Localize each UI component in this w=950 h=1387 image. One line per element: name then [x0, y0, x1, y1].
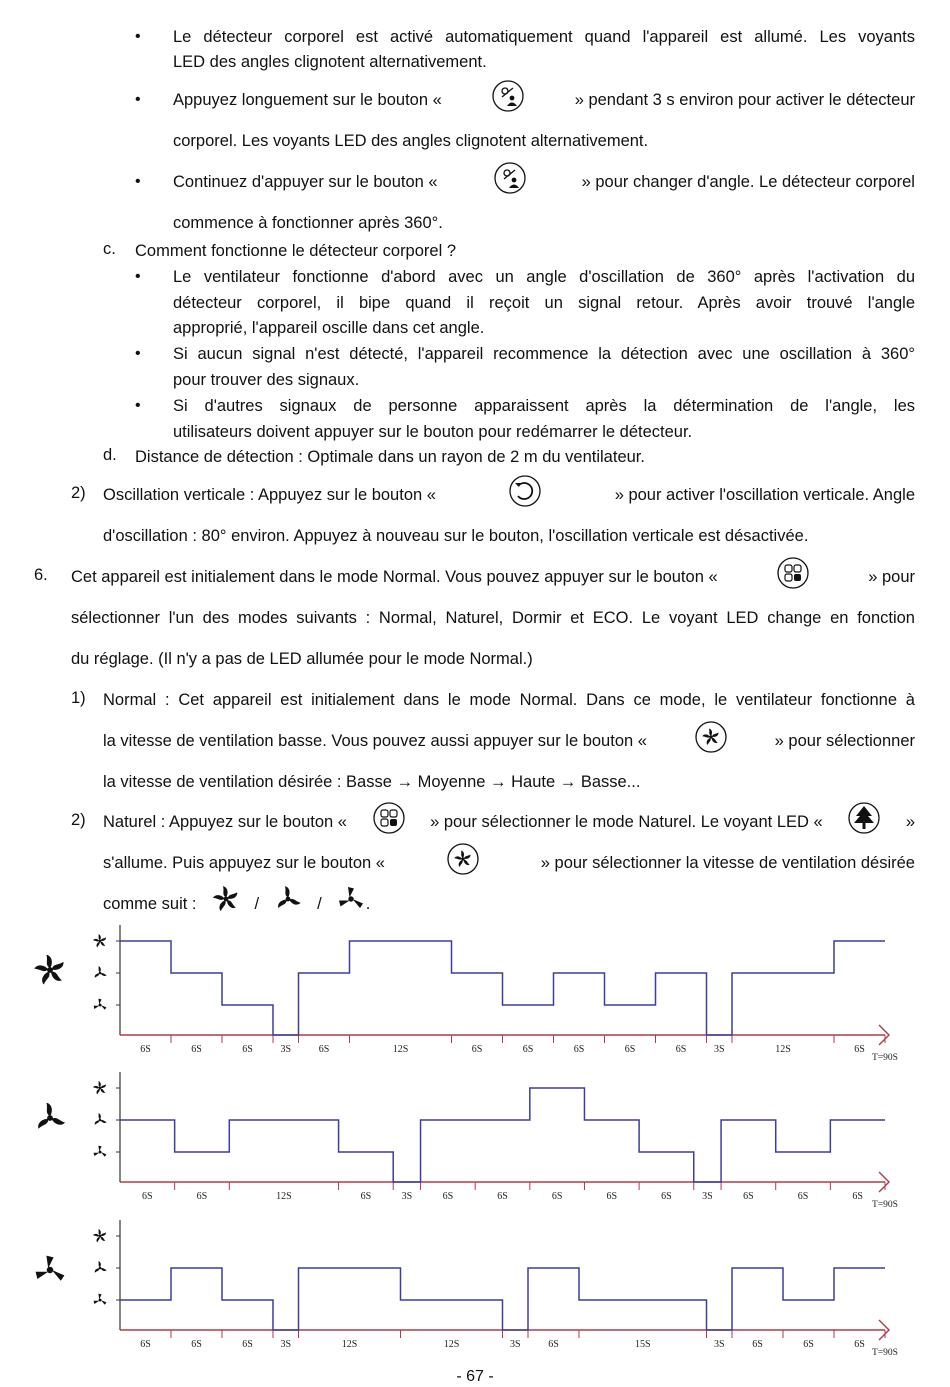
fan-high-icon — [93, 934, 107, 947]
tree-led-icon — [847, 801, 881, 835]
text-span: la vitesse de ventilation basse. Vous pouvez aussi appuyer sur le bouton « — [103, 732, 647, 750]
duration-label: 12S — [775, 1044, 791, 1055]
mode-icon — [372, 801, 406, 835]
section-heading: Comment fonctionne le détecteur corporel ? — [135, 242, 457, 260]
timing-chart-medium — [80, 1072, 920, 1212]
duration-label: 6S — [797, 1191, 809, 1202]
paragraph-line: Normal : Cet appareil est initialement dans le mode Normal. Dans ce mode, le ventilateur fonctionne à — [103, 691, 915, 709]
duration-label: 6S — [803, 1339, 814, 1350]
duration-label: 6S — [242, 1044, 253, 1055]
duration-label: 6S — [497, 1191, 508, 1202]
text-span: » pour sélectionner la vitesse de ventilation désirée — [540, 854, 915, 872]
duration-label: 3S — [509, 1339, 521, 1350]
duration-label: 6S — [318, 1044, 330, 1055]
chart-legend-low — [30, 1250, 70, 1290]
duration-label: 3S — [713, 1339, 725, 1350]
list-marker: c. — [103, 240, 116, 258]
paragraph-line — [71, 566, 915, 590]
duration-label: 3S — [702, 1191, 713, 1202]
duration-label: 3S — [713, 1044, 725, 1055]
paragraph-line — [103, 811, 915, 835]
paragraph-line — [103, 730, 915, 754]
duration-label: 6S — [573, 1044, 585, 1055]
timing-chart-high — [80, 925, 920, 1065]
paragraph-line: détecteur corporel, il bipe quand il reçoit un signal retour. Après avoir trouvé l'angle — [173, 294, 915, 312]
duration-label: 3S — [401, 1191, 413, 1202]
fan-high-icon — [211, 884, 241, 914]
speed-signal-line — [120, 941, 885, 1035]
text-span: Appuyez longuement sur le bouton « — [173, 91, 442, 109]
paragraph-line: Si aucun signal n'est détecté, l'appareil recommence la détection avec une oscillation à 360° — [173, 345, 915, 363]
list-marker: 2) — [71, 484, 86, 502]
bullet-dot: • — [135, 345, 141, 362]
duration-label: 6S — [854, 1044, 865, 1055]
paragraph-line: la vitesse de ventilation désirée : Basse → Moyenne → Haute → Basse... — [103, 773, 641, 791]
bullet-dot: • — [135, 268, 141, 285]
duration-label: 6S — [743, 1191, 754, 1202]
list-marker: 2) — [71, 811, 86, 829]
total-time-label: T=90S — [872, 1200, 898, 1210]
duration-label: 6S — [191, 1339, 202, 1350]
page-number: - 67 - — [456, 1368, 494, 1385]
bullet-dot: • — [135, 91, 141, 108]
chart-legend-medium — [30, 1098, 70, 1138]
paragraph-line: LED des angles clignotent alternativement. — [173, 53, 487, 71]
paragraph-line: d'oscillation : 80° environ. Appuyez à nouveau sur le bouton, l'oscillation verticale est désactivée. — [103, 527, 809, 545]
separator: / — [317, 895, 322, 913]
paragraph-line: approprié, l'appareil oscille dans cet angle. — [173, 319, 485, 337]
paragraph-line — [103, 893, 370, 915]
duration-label: 6S — [140, 1339, 151, 1350]
paragraph-line: pour trouver des signaux. — [173, 371, 360, 389]
person-sensor-icon — [491, 79, 525, 113]
text-span: » pendant 3 s environ pour activer le détecteur — [574, 91, 915, 109]
duration-label: 6S — [140, 1044, 151, 1055]
duration-label: 6S — [551, 1191, 563, 1202]
duration-label: 6S — [661, 1191, 672, 1202]
text-span: » pour — [868, 568, 915, 586]
duration-label: 6S — [548, 1339, 559, 1350]
fan-low-icon — [30, 1250, 70, 1290]
list-marker: 6. — [34, 566, 48, 584]
speed-signal-line — [120, 1088, 885, 1182]
paragraph-line: Distance de détection : Optimale dans un rayon de 2 m du ventilateur. — [135, 448, 645, 466]
duration-label: 6S — [854, 1339, 865, 1350]
text-span: » pour sélectionner le mode Naturel. Le voyant LED « — [430, 813, 823, 831]
paragraph-line: corporel. Les voyants LED des angles clignotent alternativement. — [173, 132, 649, 150]
paragraph-line: Le ventilateur fonctionne d'abord avec un angle d'oscillation de 360° après l'activation du — [173, 268, 915, 286]
duration-label: 6S — [471, 1044, 483, 1055]
paragraph-line: du réglage. (Il n'y a pas de LED allumée pour le mode Normal.) — [71, 650, 533, 668]
duration-label: 3S — [280, 1044, 292, 1055]
paragraph-line — [103, 484, 915, 508]
text-span: . — [365, 895, 371, 913]
text-span: Continuez d'appuyer sur le bouton « — [173, 173, 438, 191]
duration-label: 12S — [443, 1339, 460, 1350]
list-marker: 1) — [71, 689, 86, 707]
duration-label: 6S — [242, 1339, 253, 1350]
fan-high-icon — [93, 1229, 107, 1242]
duration-label: 15S — [634, 1339, 651, 1350]
text-span: Naturel : Appuyez sur le bouton « — [103, 813, 347, 831]
bullet-dot: • — [135, 28, 141, 45]
duration-label: 3S — [280, 1339, 292, 1350]
list-marker: d. — [103, 446, 117, 464]
fan-medium-icon — [94, 1113, 107, 1125]
paragraph-line: commence à fonctionner après 360°. — [173, 214, 443, 232]
fan-low-icon — [94, 1294, 107, 1305]
fan-low-icon — [336, 884, 366, 914]
text-span: comme suit : — [103, 895, 197, 913]
fan-medium-icon — [94, 966, 107, 978]
paragraph-line — [173, 171, 915, 195]
separator: / — [254, 895, 260, 913]
duration-label: 6S — [624, 1044, 636, 1055]
duration-label: 6S — [191, 1044, 202, 1055]
duration-label: 12S — [392, 1044, 409, 1055]
fan-high-icon — [93, 1081, 107, 1094]
fan-low-icon — [94, 999, 107, 1010]
duration-label: 6S — [196, 1191, 208, 1202]
duration-label: 6S — [522, 1044, 534, 1055]
text-span: Cet appareil est initialement dans le mode Normal. Vous pouvez appuyer sur le bouton « — [71, 568, 718, 586]
speed-signal-line — [120, 1268, 885, 1330]
text-span: » pour changer d'angle. Le détecteur corporel — [581, 173, 915, 191]
duration-label: 6S — [442, 1191, 454, 1202]
paragraph-line — [103, 852, 915, 876]
fan-medium-icon — [94, 1261, 107, 1273]
fan-high-icon — [30, 950, 70, 990]
fan-medium-icon — [30, 1098, 70, 1138]
text-span: Oscillation verticale : Appuyez sur le bouton « — [103, 486, 436, 504]
total-time-label: T=90S — [872, 1348, 898, 1358]
oscillation-icon — [508, 474, 542, 508]
fan-medium-icon — [273, 884, 303, 914]
person-sensor-icon — [493, 161, 527, 195]
bullet-dot: • — [135, 173, 141, 190]
paragraph-line: Le détecteur corporel est activé automatiquement quand l'appareil est allumé. Les voyants — [173, 28, 915, 46]
paragraph-line: utilisateurs doivent appuyer sur le bouton pour redémarrer le détecteur. — [173, 423, 693, 441]
text-span: » — [905, 813, 915, 831]
chart-legend-high — [30, 950, 70, 990]
paragraph-line: Si d'autres signaux de personne apparaissent après la détermination de l'angle, les — [173, 397, 915, 415]
bullet-dot: • — [135, 397, 141, 414]
duration-label: 6S — [852, 1191, 863, 1202]
duration-label: 6S — [360, 1191, 372, 1202]
duration-label: 6S — [752, 1339, 763, 1350]
duration-label: 12S — [276, 1191, 292, 1202]
text-span: » pour activer l'oscillation verticale. Angle — [614, 486, 915, 504]
fan-low-icon — [94, 1146, 107, 1157]
paragraph-line: sélectionner l'un des modes suivants : Normal, Naturel, Dormir et ECO. Le voyant LED change en fonction — [71, 609, 915, 627]
duration-label: 12S — [341, 1339, 358, 1350]
duration-label: 6S — [606, 1191, 618, 1202]
text-span: s'allume. Puis appuyez sur le bouton « — [103, 854, 385, 872]
text-span: » pour sélectionner — [774, 732, 915, 750]
fan-speed-icon — [694, 720, 728, 754]
total-time-label: T=90S — [872, 1053, 898, 1063]
paragraph-line — [173, 89, 915, 113]
timing-chart-low — [80, 1220, 920, 1360]
mode-icon — [776, 556, 810, 590]
fan-speed-icon — [446, 842, 480, 876]
duration-label: 6S — [675, 1044, 687, 1055]
duration-label: 6S — [142, 1191, 153, 1202]
